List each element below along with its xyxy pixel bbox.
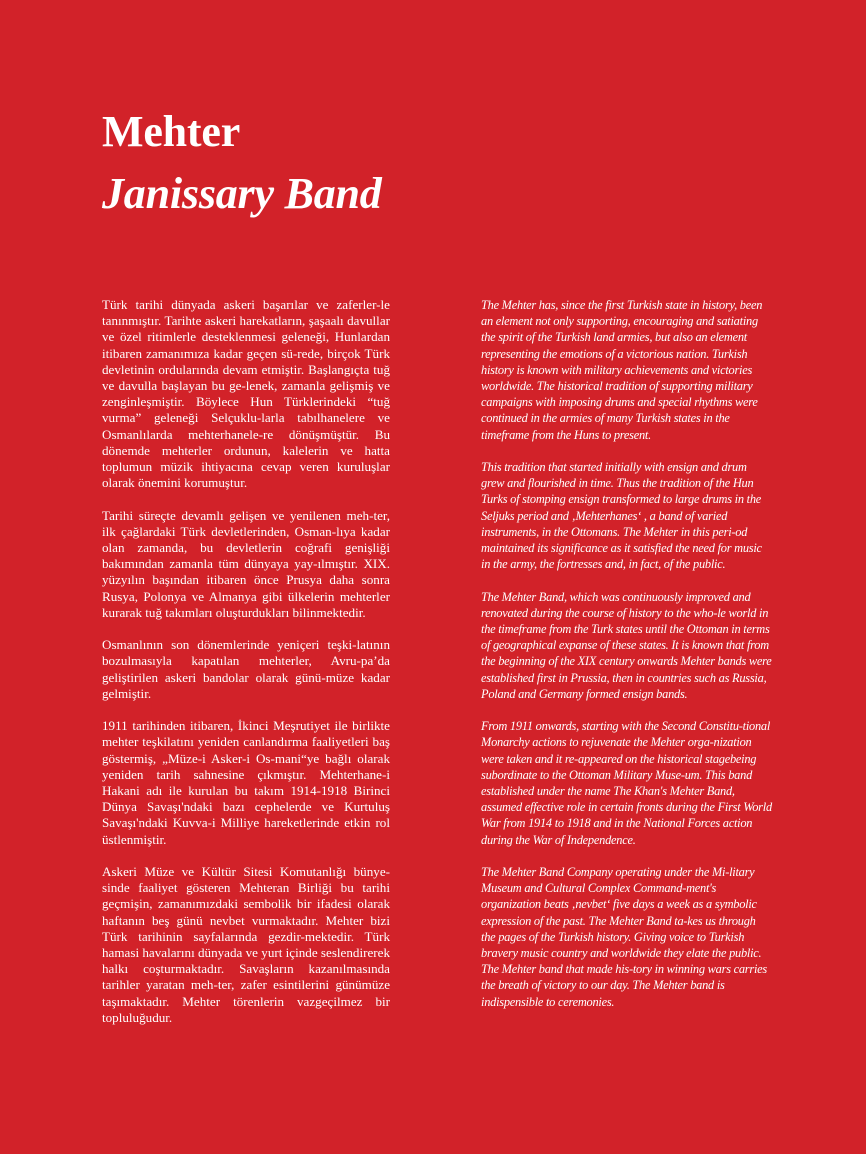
turkish-paragraph: Türk tarihi dünyada askeri başarılar ve zaferler-le tanınmıştır. Tarihte askeri harekatların, şaşaalı davullar ve özel ritimlerle desteklenmesi geleneği, Hunlardan itibaren zamanımıza kadar geçen sü-rede, birçok Türk devletinin ordularında devam etmiştir. Başlangıçta tuğ ve davulla başlayan bu ge-lenek, zamanla gelişmiş ve zenginleşmiştir. Böylece Hun Türklerindeki “tuğ vurma” geleneği Selçuklu-larla tabılhanelere ve Osmanlılarda mehterhanele-re dönüşmüştür. Bu dönemde mehterler ordunun, kalelerin ve hatta toplumun müzik ihtiyacına cevap veren kuruluşlar olarak önemini korumuştur. (102, 297, 390, 491)
page-title: Mehter (102, 107, 241, 156)
english-paragraph: From 1911 onwards, starting with the Second Constitu-tional Monarchy actions to rejuvenate the Mehter orga-nization were taken and it re-appeared on the historical stagebeing subordinate to the Ottoman Military Muse-um. This band established under the name The Khan's Mehter Band, assumed effective role in certain fronts during the First World War from 1914 to 1918 and in the National Forces action during the War of Independence. (481, 719, 772, 847)
turkish-text-column (102, 297, 390, 1042)
english-paragraph: The Mehter Band Company operating under the Mi-litary Museum and Cultural Complex Command-ment's organization beats ‚nevbet‘ five days a week as a symbolic expression of the past. The Mehter Band ta-kes us through the pages of the Turkish history. Giving voice to Turkish bravery music country and worldwide they elate the public. The Mehter band that made his-tory in winning wars carries the breath of victory to our day. The Mehter band is indispensible to ceremonies. (481, 865, 767, 1009)
turkish-paragraph: Tarihi süreçte devamlı gelişen ve yenilenen meh-ter, ilk çağlardaki Türk devletlerinden, Osman-lıya kadar olan zamanda, bu devletlerin coğrafi genişliği bakımından zamanla tüm dünyaya yay-ılmıştır. XIX. yüzyılın başından itibaren önce Prusya daha sonra Rusya, Polonya ve Almanya gibi ülkelerin mehterler kurarak tuğ takımları oluşturdukları bilinmektedir. (102, 507, 390, 620)
english-paragraph: The Mehter has, since the first Turkish state in history, been an element not only supporting, encouraging and satiating the spirit of the Turkish land armies, but also an element representing the emotions of a victorious nation. Turkish history is known with military achievements and victories worldwide. The historical tradition of supporting military campaigns with imposing drums and special rhythms were continued in the armies of many Turkish states in the timeframe from the Huns to present. (481, 298, 763, 442)
english-paragraph: The Mehter Band, which was continuously improved and renovated during the course of history to the who-le world in the timeframe from the Turk states until the Ottoman in terms of geographical expanse of these states. It is known that from the beginning of the XIX century onwards Mehter bands were established first in Prussia, then in countries such as Russia, Poland and Germany formed ensign bands. (481, 589, 772, 701)
turkish-paragraph: 1911 tarihinden itibaren, İkinci Meşrutiyet ile birlikte mehter teşkilatını yeniden canlandırma faaliyetleri baş göstermiş, „Müze-i Asker-i Os-mani“ye bağlı olarak yeniden tarih sahnesine çıkmıştır. Mehterhane-i Hakani adı ile kurulan bu takım 1914-1918 Birinci Dünya Savaşı'ndaki bazı cephelerde ve Kurtuluş Savaşı'ndaki Kuvva-i Milliye hareketlerinde etkin rol üstlenmiştir. (102, 718, 390, 847)
english-paragraph: This tradition that started initially with ensign and drum grew and flourished in time. Thus the tradition of the Hun Turks of stomping ensign transformed to large drums in the Seljuks period and ‚Mehterhanes‘ , a band of varied instruments, in the Ottomans. The Mehter in this peri-od maintained its significance as it satisfied the need for music in the army, the fortresses and, in fact, of the public. (481, 460, 762, 572)
page-subtitle: Janissary Band (102, 169, 382, 218)
turkish-paragraph: Osmanlının son dönemlerinde yeniçeri teşki-latının bozulmasıyla kapatılan mehterler, Avru-pa’da geliştirilen askeri bandolar olarak günü-müze kadar gelmiştir. (102, 637, 390, 701)
english-text-column (481, 297, 772, 1026)
turkish-paragraph: Askeri Müze ve Kültür Sitesi Komutanlığı bünye-sinde faaliyet gösteren Mehteran Birliği bu tarihi geçmişin, zamanımızdaki sembolik bir ifadesi olarak haftanın beş günü nevbet vurmaktadır. Mehter bizi Türk tarihinin sayfalarında gezdir-mektedir. Türk hamasi havalarını dünyada ve yurt içinde seslendirerek halkı coşturmaktadır. Savaşların kazanılmasında tarihler yaratan meh-ter, zafer esintilerini günümüze taşımaktadır. Mehter törenlerin vazgeçilmez bir topluluğudur. (102, 864, 390, 1025)
